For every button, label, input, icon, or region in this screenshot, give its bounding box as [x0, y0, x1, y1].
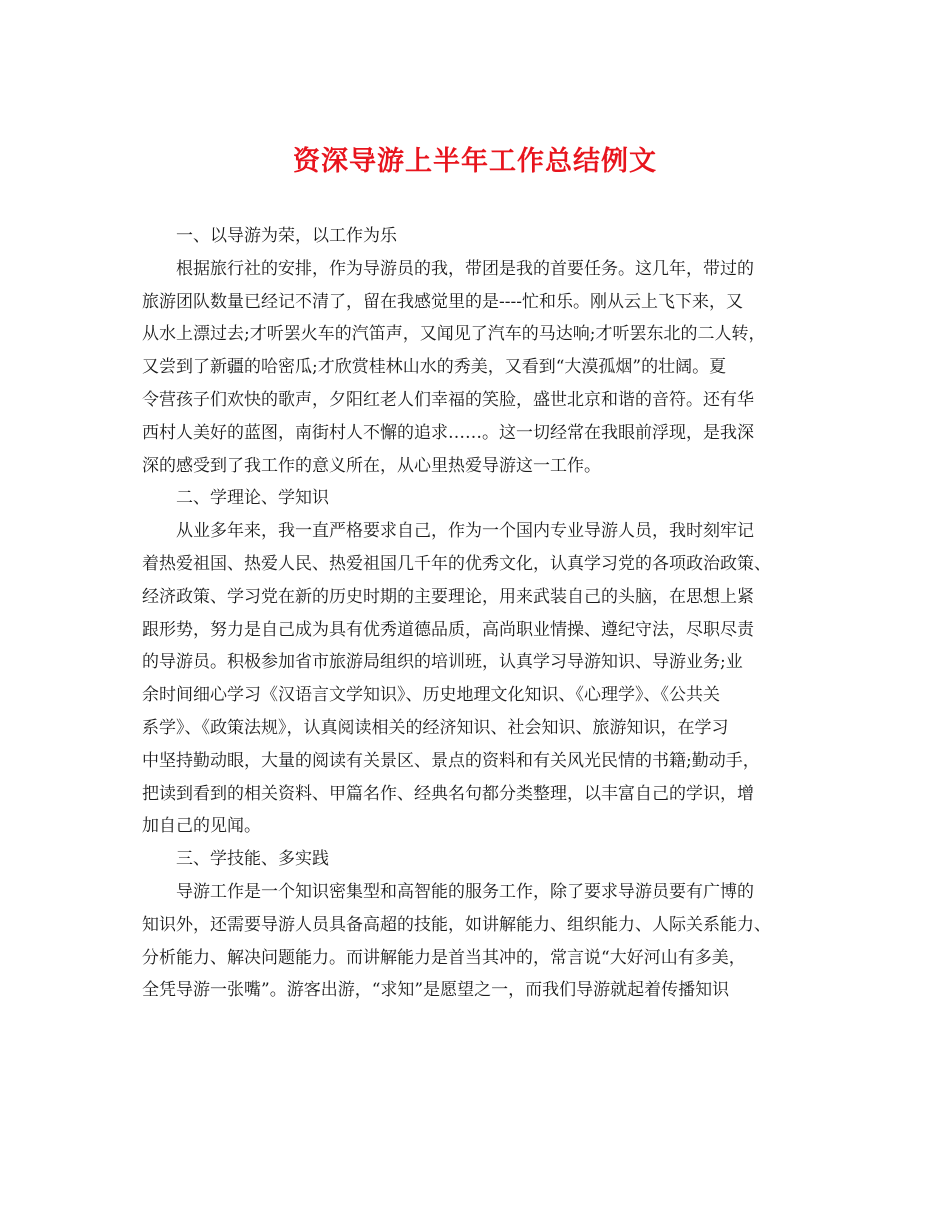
document-body: [142, 220, 822, 1007]
text-line: 西村人美好的蓝图，南街村人不懈的追求……。这一切经常在我眼前浮现，是我深: [142, 422, 754, 443]
text-line: 着热爱祖国、热爱人民、热爱祖国几千年的优秀文化，认真学习党的各项政治政策、: [142, 553, 771, 574]
text-line: 令营孩子们欢快的歌声，夕阳红老人们幸福的笑脸，盛世北京和谐的音符。还有华: [142, 389, 754, 410]
text-line: 全凭导游一张嘴”。游客出游，“求知”是愿望之一，而我们导游就起着传播知识: [142, 980, 730, 1001]
text-line: 中坚持勤动眼，大量的阅读有关景区、景点的资料和有关风光民情的书籍;勤动手，: [142, 750, 760, 771]
text-line: 又尝到了新疆的哈密瓜;才欣赏桂林山水的秀美，又看到“大漠孤烟”的壮阔。夏: [142, 357, 727, 378]
text-line: 系学》、《政策法规》，认真阅读相关的经济知识、社会知识、旅游知识，在学习: [142, 717, 729, 738]
text-line: 从业多年来，我一直严格要求自己，作为一个国内专业导游人员，我时刻牢记: [176, 521, 754, 542]
text-line: 加自己的见闻。: [142, 816, 261, 837]
text-line: 旅游团队数量已经记不清了，留在我感觉里的是----忙和乐。刚从云上飞下来，又: [142, 291, 743, 312]
text-line: 三、学技能、多实践: [176, 849, 329, 870]
text-line: 深的感受到了我工作的意义所在，从心里热爱导游这一工作。: [142, 455, 601, 476]
text-line: 知识外，还需要导游人员具备高超的技能，如讲解能力、组织能力、人际关系能力、: [142, 914, 771, 935]
text-line: 导游工作是一个知识密集型和高智能的服务工作，除了要求导游员要有广博的: [176, 881, 754, 902]
text-line: 把读到看到的相关资料、甲篇名作、经典名句都分类整理，以丰富自己的学识，增: [142, 783, 754, 804]
text-line: 根据旅行社的安排，作为导游员的我，带团是我的首要任务。这几年，带过的: [176, 258, 754, 279]
text-line: 经济政策、学习党在新的历史时期的主要理论，用来武装自己的头脑，在思想上紧: [142, 586, 754, 607]
text-line: 一、以导游为荣，以工作为乐: [176, 226, 397, 246]
text-line: 的导游员。积极参加省市旅游局组织的培训班，认真学习导游知识、导游业务;业: [142, 652, 743, 673]
text-line: 二、学理论、学知识: [176, 488, 329, 509]
text-line: 从水上漂过去;才听罢火车的汽笛声，又闻见了汽车的马达响;才听罢东北的二人转，: [142, 324, 766, 345]
text-line: 余时间细心学习《汉语言文学知识》、历史地理文化知识、《心理学》、《公共关: [142, 685, 720, 706]
text-line: 分析能力、解决问题能力。而讲解能力是首当其冲的，常言说“大好河山有多美，: [142, 947, 746, 968]
page-title: 资深导游上半年工作总结例文: [293, 146, 657, 177]
text-line: 跟形势，努力是自己成为具有优秀道德品质，高尚职业情操、遵纪守法，尽职尽责: [142, 619, 754, 640]
